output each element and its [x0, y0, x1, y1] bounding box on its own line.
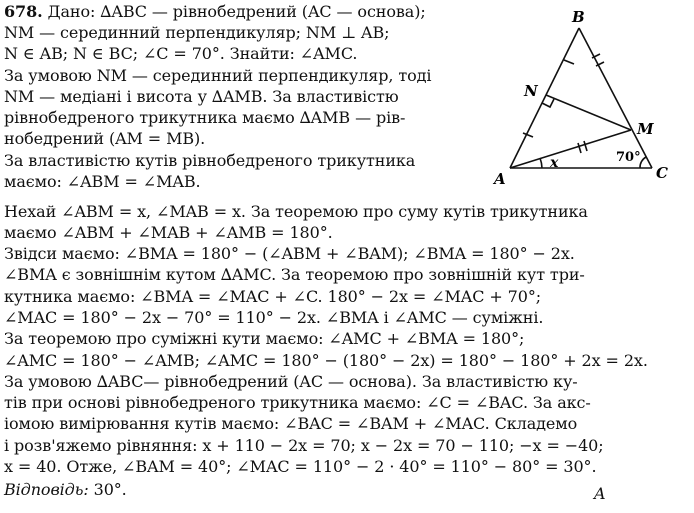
answer-line: [4, 480, 127, 499]
solution-line-13: x = 40. Отже, ∠BAM = 40°; ∠MAC = 110° − 2 · 40° = 110° − 80° = 30°.: [4, 457, 597, 476]
solution-line-1: Нехай ∠ABM = x, ∠MAB = x. За теоремою про суму кутів трикутника: [4, 202, 588, 221]
solution-line-9: За умовою ∆ABC— рівнобедрений (AC — основа). За властивістю ку-: [4, 372, 578, 391]
solution-line-10: тів при основі рівнобедреного трикутника маємо: ∠C = ∠BAC. За акс-: [4, 393, 591, 412]
solution-line-2: маємо ∠ABM + ∠MAB + ∠AMB = 180°.: [4, 223, 333, 242]
angle-arc-c: [640, 157, 646, 168]
tick-mark: [564, 60, 574, 64]
vertex-label-a: A: [494, 170, 506, 188]
problem-line-2: NM — серединний перпендикуляр; NM ⊥ AB;: [4, 23, 390, 42]
answer-value: 30°.: [88, 480, 127, 499]
tick-mark: [584, 141, 587, 151]
problem-line-7: нобедрений (AM = MB).: [4, 129, 206, 148]
tick-mark: [523, 133, 533, 137]
solution-line-8: ∠AMC = 180° − ∠AMB; ∠AMC = 180° − (180° − 2x) = 180° − 180° + 2x = 2x.: [4, 351, 648, 370]
answer-label: Відповідь:: [4, 480, 89, 499]
problem-line-1: [4, 2, 426, 21]
problem-line-3: N ∈ AB; N ∈ BC; ∠C = 70°. Знайти: ∠AMC.: [4, 44, 358, 63]
tick-mark: [578, 143, 581, 153]
angle-arc-a: [540, 158, 542, 168]
triangle-figure: [488, 6, 684, 188]
vertex-label-n: N: [524, 82, 538, 100]
given-text: Дано: ∆ABC — рівнобедрений (AC — основа);: [47, 2, 426, 21]
vertex-label-m: M: [637, 120, 654, 138]
problem-line-9: маємо: ∠ABM = ∠MAB.: [4, 172, 201, 191]
solution-line-7: За теоремою про суміжні кути маємо: ∠AMC + ∠BMA = 180°;: [4, 329, 525, 348]
solution-line-6: ∠MAC = 180° − 2x − 70° = 110° − 2x. ∠BMA і ∠AMC — суміжні.: [4, 308, 544, 327]
vertex-label-b: B: [572, 8, 585, 26]
problem-line-5: NM — медіані і висота у ∆AMB. За властивістю: [4, 87, 399, 106]
vertex-label-c: C: [656, 164, 668, 182]
segment-nm: [546, 95, 631, 130]
solution-line-5: кутника маємо: ∠BMA = ∠MAC + ∠C. 180° − 2x = ∠MAC + 70°;: [4, 287, 542, 306]
side-ab: [510, 28, 579, 168]
side-bc: [579, 28, 652, 168]
solution-line-11: іомою вимірювання кутів маємо: ∠BAC = ∠BAM + ∠MAC. Складемо: [4, 414, 578, 433]
angle-a-label: x: [550, 155, 559, 171]
problem-line-4: За умовою NM — серединний перпендикуляр, тоді: [4, 66, 432, 85]
problem-line-8: За властивістю кутів рівнобедреного трикутника: [4, 151, 416, 170]
solution-line-12: і розв'яжемо рівняння: x + 110 − 2x = 70; x − 2x = 70 − 110; −x = −40;: [4, 436, 604, 455]
problem-line-6: рівнобедреного трикутника маємо ∆AMB — рів-: [4, 108, 406, 127]
solution-line-3: Звідси маємо: ∠BMA = 180° − (∠ABM + ∠BAM); ∠BMA = 180° − 2x.: [4, 244, 575, 263]
stray-handwritten-mark: A: [594, 484, 606, 503]
angle-c-label: 70°: [616, 150, 641, 165]
problem-number: 678.: [4, 2, 43, 21]
solution-line-4: ∠BMA є зовнішнім кутом ∆AMC. За теоремою про зовнішній кут три-: [4, 265, 585, 284]
